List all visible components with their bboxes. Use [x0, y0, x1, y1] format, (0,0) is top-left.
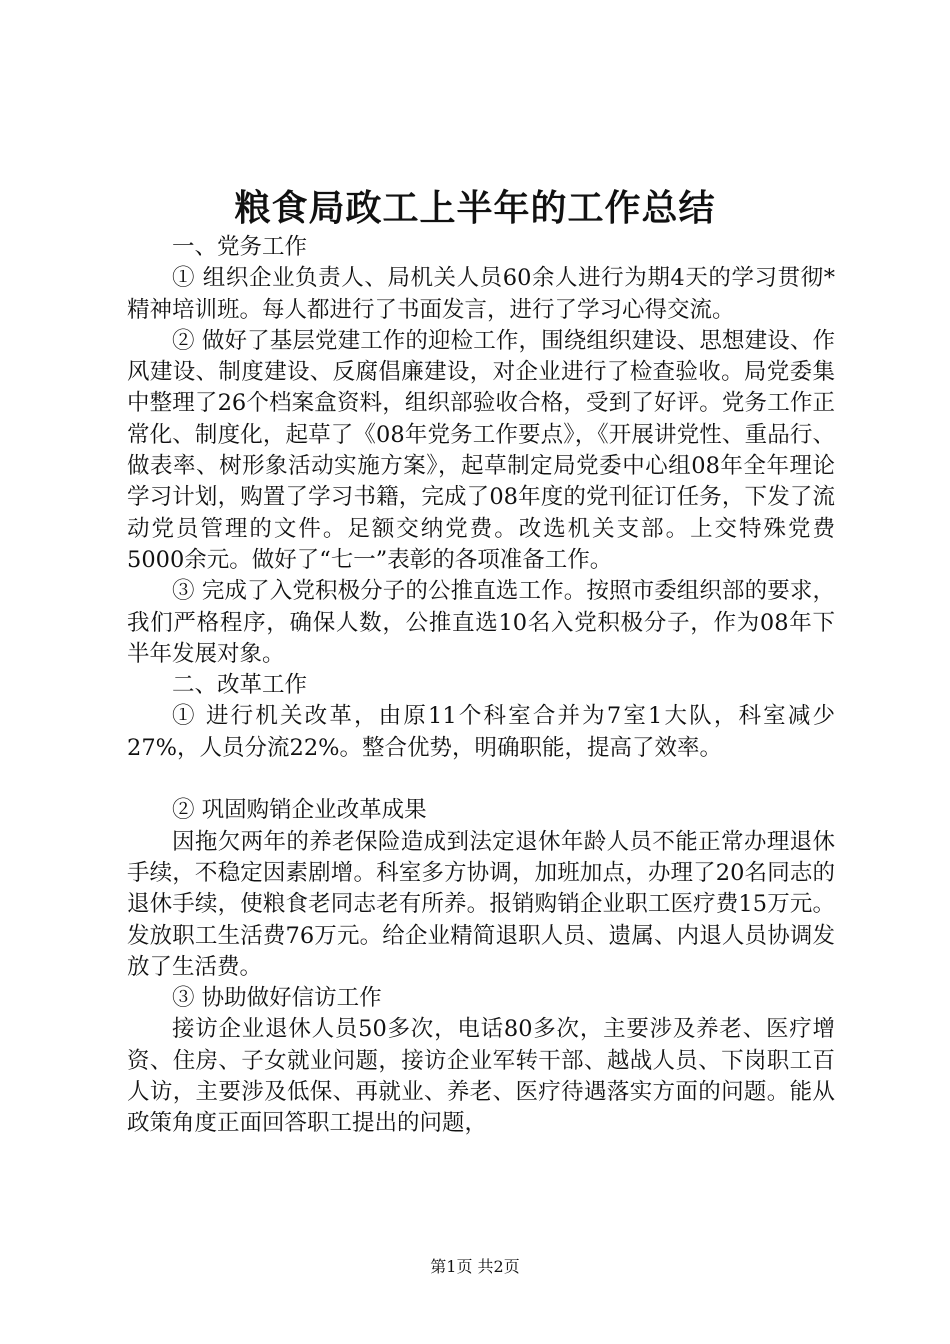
- paragraph: 接访企业退休人员50多次，电话80多次，主要涉及养老、医疗增资、住房、子女就业问题，接访企业军转干部、越战人员、下岗职工百人访，主要涉及低保、再就业、养老、医疗待遇落实方面的问题。能从政策角度正面回答职工提出的问题，: [127, 1016, 835, 1137]
- sub-heading: ③ 协助做好信访工作: [172, 985, 382, 1012]
- section-heading-reform: 二、改革工作: [172, 672, 308, 699]
- sub-heading: ② 巩固购销企业改革成果: [172, 797, 427, 824]
- document-body: [127, 232, 835, 1140]
- paragraph: ① 进行机关改革，由原11个科室合并为7室1大队，科室减少27%，人员分流22%。整合优势，明确职能，提高了效率。: [127, 703, 835, 761]
- page-number-footer: 第1页 共2页: [430, 1257, 520, 1276]
- paragraph: ① 组织企业负责人、局机关人员60余人进行为期4天的学习贯彻*精神培训班。每人都进行了书面发言，进行了学习心得交流。: [127, 265, 835, 323]
- document-title: 粮食局政工上半年的工作总结: [234, 187, 716, 229]
- paragraph: ③ 完成了入党积极分子的公推直选工作。按照市委组织部的要求，我们严格程序，确保人数，公推直选10名入党积极分子，作为08年下半年发展对象。: [127, 578, 835, 667]
- paragraph: ② 做好了基层党建工作的迎检工作，围绕组织建设、思想建设、作风建设、制度建设、反腐倡廉建设，对企业进行了检查验收。局党委集中整理了26个档案盒资料，组织部验收合格，受到了好评。党务工作正常化、制度化，起草了《08年党务工作要点》，《开展讲党性、重品行、做表率、树形象活动实施方案》，起草制定局党委中心组08年全年理论学习计划，购置了学习书籍，完成了08年度的党刊征订任务，下发了流动党员管理的文件。足额交纳党费。改选机关支部。上交特殊党费5000余元。做好了“七一”表彰的各项准备工作。: [127, 327, 835, 573]
- paragraph: 因拖欠两年的养老保险造成到法定退休年龄人员不能正常办理退休手续，不稳定因素剧增。科室多方协调，加班加点，办理了20名同志的退休手续，使粮食老同志老有所养。报销购销企业职工医疗费15万元。发放职工生活费76万元。给企业精简退职人员、遗属、内退人员协调发放了生活费。: [127, 828, 835, 980]
- section-heading-party-affairs: 一、党务工作: [172, 234, 308, 260]
